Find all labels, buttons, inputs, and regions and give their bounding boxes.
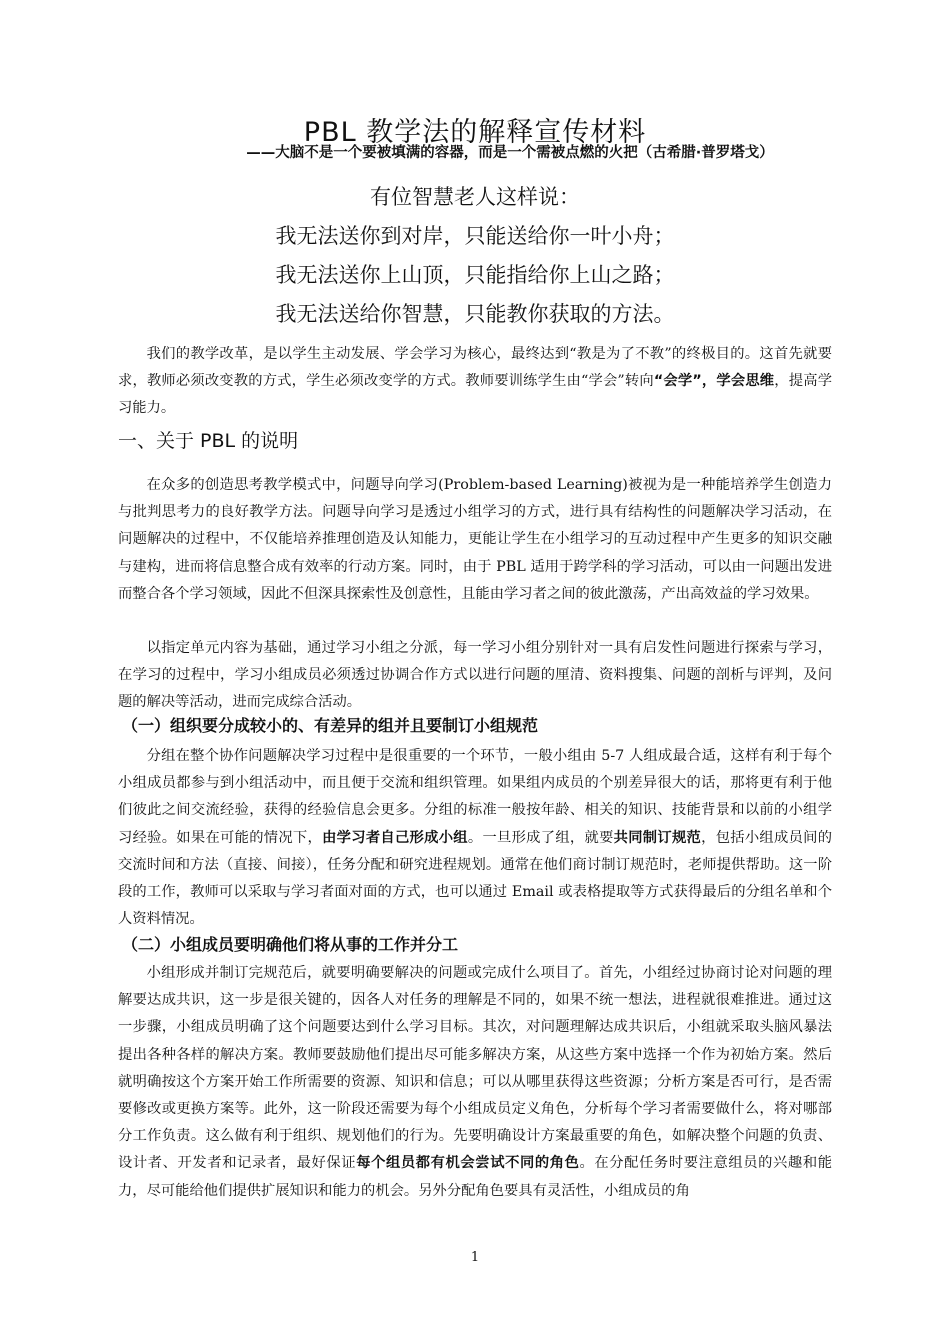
document-title: PBL 教学法的解释宣传材料 — [303, 117, 647, 149]
quote-line: 有位智慧老人这样说： — [370, 185, 580, 209]
page-number: 1 — [470, 1250, 480, 1265]
bold-text: “会学”，学会思维 — [653, 373, 775, 390]
bold-text: 每个组员都有机会尝试不同的角色 — [356, 1155, 580, 1172]
intro-paragraph — [118, 341, 832, 423]
body-paragraph — [118, 743, 832, 933]
text-run: 。一旦形成了组，就要 — [467, 829, 614, 846]
text-run: 分组在整个协作问题解决学习过程中是很重要的一个环节，一般小组由 5-7 人组成最合适，这样有利于每个小组成员都参与到小组活动中，而且便于交流和组织管理。如果组内成员的个别差异很大的话，那将更有利于他们彼此之间交流经验，获得的经验信息会更多。分组的标准一般按年龄、相关的知识、技能背景和以前的小组学习经验。如果在可能的情况下， — [118, 748, 832, 846]
bold-text: 共同制订规范 — [613, 829, 702, 846]
text-run: ，提高学习能力。 — [118, 373, 833, 417]
subsection-heading: （二）小组成员要明确他们将从事的工作并分工 — [122, 935, 459, 954]
text-run: ，包括小组成员间的交流时间和方法（直接、间接），任务分配和研究进程规划。通常在他们商讨制订规范时，老师提供帮助。这一阶段的工作，教师可以采取与学习者面对面的方式，也可以通过 Email 或表格提取等方式获得最后的分组名单和个人资料情况。 — [118, 829, 833, 928]
text-run: 小组形成并制订完规范后，就要明确要解决的问题或完成什么项目了。首先，小组经过协商讨论对问题的理解要达成共识，这一步是很关键的，因各人对任务的理解是不同的，如果不统一想法，进程就很难推进。通过这一步骤，小组成员明确了这个问题要达到什么学习目标。其次，对问题理解达成共识后，小组就采取头脑风暴法提出各种各样的解决方案。教师要鼓励他们提出尽可能多解决方案，从这些方案中选择一个作为初始方案。然后就明确按这个方案开始工作所需要的资源、知识和信息；可以从哪里获得这些资源；分析方案是否可行，是否需要修改或更换方案等。此外，这一阶段还需要为每个小组成员定义角色，分析每个学习者需要做什么，将对哪部分工作负责。这么做有利于组织、规划他们的行为。先要明确设计方案最重要的角色，如解决整个问题的负责、设计者、开发者和记录者，最好保证 — [118, 965, 832, 1172]
quote-line: 我无法送你到对岸，只能送给你一叶小舟； — [275, 224, 675, 248]
bold-text: 由学习者自己形成小组 — [322, 829, 468, 846]
body-paragraph — [118, 960, 832, 1205]
section-heading: 一、关于 PBL 的说明 — [118, 430, 299, 452]
document-subtitle: ——大脑不是一个要被填满的容器，而是一个需被点燃的火把（古希腊·普罗塔戈） — [246, 145, 774, 161]
text-run: 我们的教学改革，是以学生主动发展、学会学习为核心，最终达到“教是为了不教”的终极目的。这首先就要求，教师必须改变教的方式，学生必须改变学的方式。教师要训练学生由“学会”转向 — [118, 346, 832, 390]
text-run: 。在分配任务时要注意组员的兴趣和能力，尽可能给他们提供扩展知识和能力的机会。另外分配角色要具有灵活性，小组成员的角 — [118, 1155, 833, 1199]
body-paragraph: 以指定单元内容为基础，通过学习小组之分派，每一学习小组分别针对一具有启发性问题进行探索与学习，在学习的过程中，学习小组成员必须透过协调合作方式以进行问题的厘清、资料搜集、问题的剖析与评判，及问题的解决等活动，进而完成综合活动。 — [118, 640, 832, 711]
subsection-heading: （一）组织要分成较小的、有差异的组并且要制订小组规范 — [122, 716, 539, 735]
quote-line: 我无法送给你智慧，只能教你获取的方法。 — [275, 302, 675, 326]
quote-line: 我无法送你上山顶，只能指给你上山之路； — [275, 263, 675, 287]
body-paragraph: 在众多的创造思考教学模式中，问题导向学习(Problem-based Learning)被视为是一种能培养学生创造力与批判思考力的良好教学方法。问题导向学习是透过小组学习的方式，进行具有结构性的问题解决学习活动，在问题解决的过程中，不仅能培养推理创造及认知能力，更能让学生在小组学习的互动过程中产生更多的知识交融与建构，进而将信息整合成有效率的行动方案。同时，由于 PBL 适用于跨学科的学习活动，可以由一问题出发进而整合各个学习领域，因此不但深具探索性及创意性，且能由学习者之间的彼此激荡，产出高效益的学习效果。 — [118, 477, 832, 602]
